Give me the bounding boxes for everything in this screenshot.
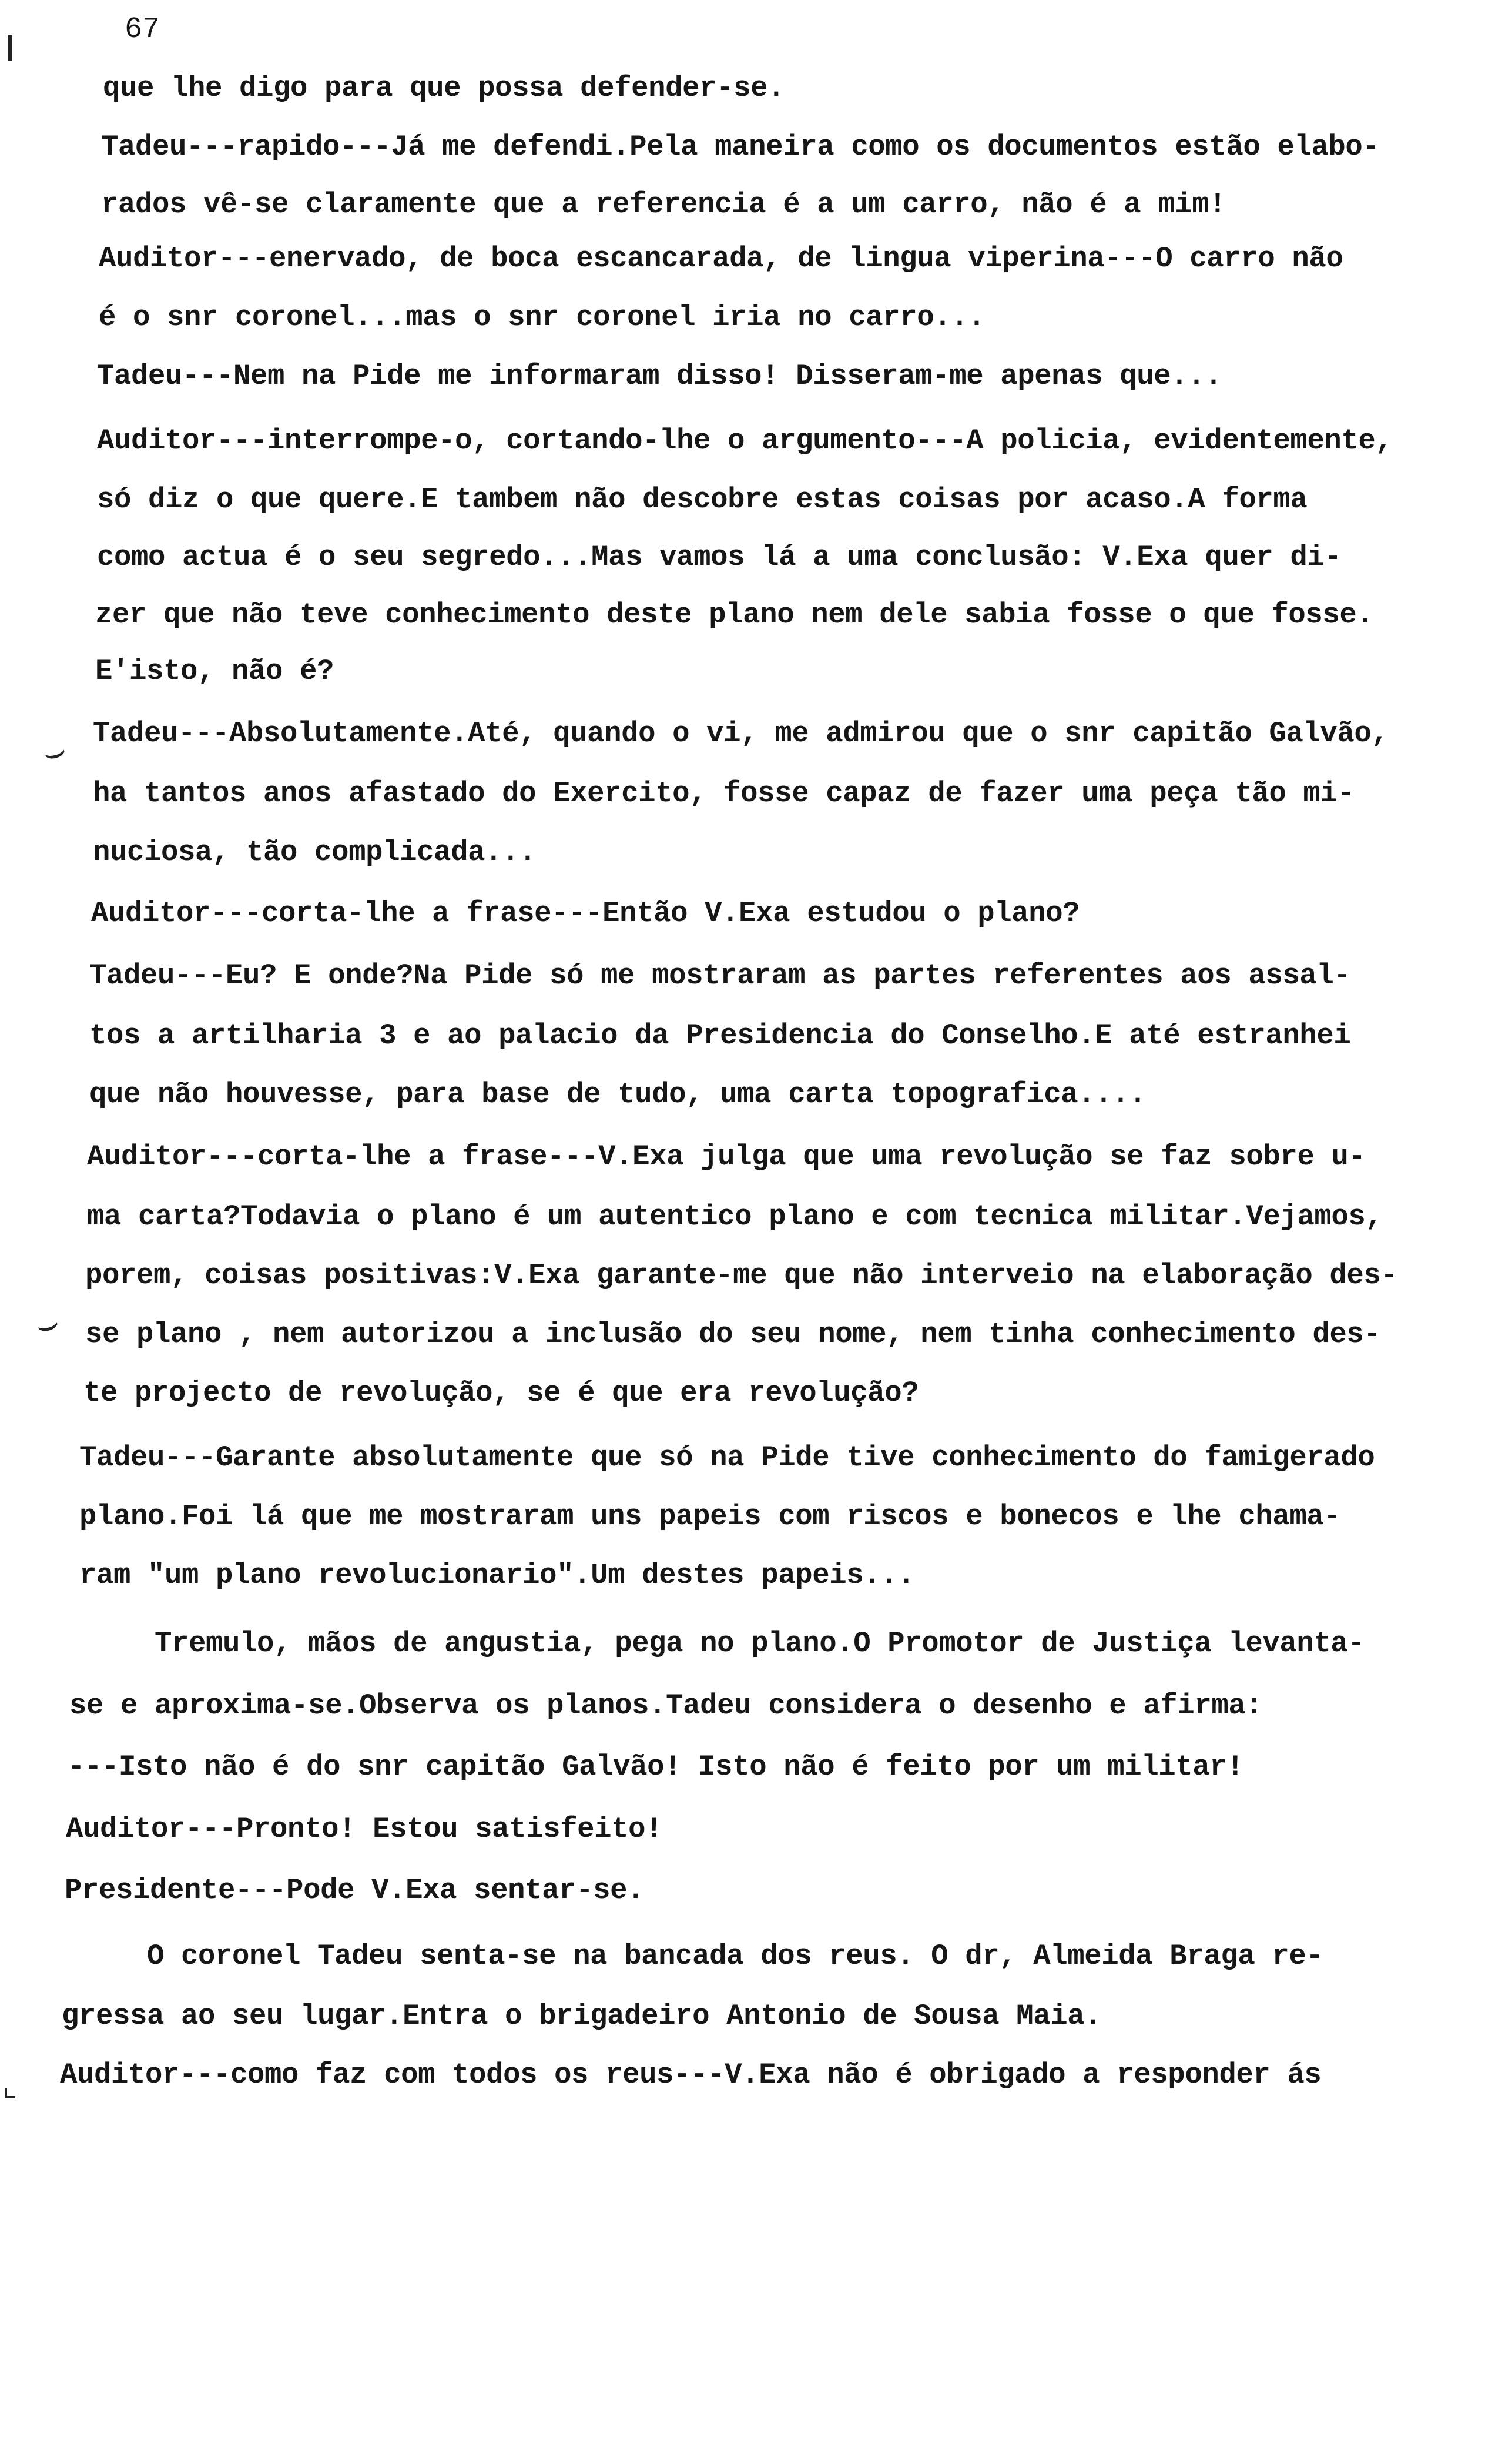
margin-check-mark: ⌣ [32, 1305, 65, 1350]
text-line: Tremulo, mãos de angustia, pega no plano.O Promotor de Justiça levanta- [69, 1627, 1365, 1660]
text-line: Auditor---enervado, de boca escancarada, de lingua viperina---O carro não [99, 242, 1343, 275]
text-line: Auditor---corta-lhe a frase---Então V.Exa estudou o plano? [91, 897, 1080, 930]
text-line: porem, coisas positivas:V.Exa garante-me que não interveio na elaboração des- [85, 1259, 1398, 1292]
text-line: Tadeu---Eu? E onde?Na Pide só me mostraram as partes referentes aos assal- [89, 959, 1351, 992]
text-line: Tadeu---Nem na Pide me informaram disso! Disseram-me apenas que... [97, 360, 1222, 393]
text-line: só diz o que quere.E tambem não descobre estas coisas por acaso.A forma [97, 483, 1308, 516]
text-line: Tadeu---rapido---Já me defendi.Pela maneira como os documentos estão elabo- [101, 130, 1380, 163]
text-line: Auditor---interrompe-o, cortando-lhe o argumento---A policia, evidentemente, [97, 424, 1393, 457]
text-line: te projecto de revolução, se é que era revolução? [83, 1377, 919, 1410]
text-line: zer que não teve conhecimento deste plano nem dele sabia fosse o que fosse. [95, 598, 1374, 631]
text-line: Presidente---Pode V.Exa sentar-se. [65, 1874, 645, 1907]
text-line: tos a artilharia 3 e ao palacio da Presidencia do Conselho.E até estranhei [89, 1019, 1351, 1052]
text-line: ram "um plano revolucionario".Um destes papeis... [79, 1559, 915, 1592]
left-margin-rule [8, 35, 12, 61]
text-line: Tadeu---Garante absolutamente que só na Pide tive conhecimento do famigerado [79, 1441, 1375, 1474]
text-line: O coronel Tadeu senta-se na bancada dos reus. O dr, Almeida Braga re- [62, 1940, 1323, 1973]
text-line: rados vê-se claramente que a referencia é a um carro, não é a mim! [101, 188, 1226, 221]
text-line: se plano , nem autorizou a inclusão do seu nome, nem tinha conhecimento des- [85, 1318, 1381, 1351]
text-line: plano.Foi lá que me mostraram uns papeis com riscos e bonecos e lhe chama- [79, 1500, 1341, 1533]
text-line: é o snr coronel...mas o snr coronel iria no carro... [99, 301, 986, 334]
page-number: 67 [125, 13, 160, 46]
text-line: que não houvesse, para base de tudo, uma carta topografica.... [89, 1078, 1147, 1111]
margin-check-mark: ⌣ [39, 732, 72, 777]
text-line: nuciosa, tão complicada... [93, 836, 537, 869]
text-line: ---Isto não é do snr capitão Galvão! Isto não é feito por um militar! [68, 1750, 1244, 1783]
text-line: Auditor---Pronto! Estou satisfeito! [66, 1813, 663, 1846]
text-line: Tadeu---Absolutamente.Até, quando o vi, me admirou que o snr capitão Galvão, [93, 717, 1389, 750]
text-line: se e aproxima-se.Observa os planos.Tadeu considera o desenho e afirma: [69, 1689, 1263, 1722]
text-line: ma carta?Todavia o plano é um autentico plano e com tecnica militar.Vejamos, [87, 1200, 1383, 1233]
text-line: Auditor---corta-lhe a frase---V.Exa julga que uma revolução se faz sobre u- [87, 1140, 1366, 1173]
text-line: Auditor---como faz com todos os reus---V.Exa não é obrigado a responder ás [60, 2058, 1322, 2091]
text-line: E'isto, não é? [95, 655, 334, 688]
text-line: ha tantos anos afastado do Exercito, fosse capaz de fazer uma peça tão mi- [93, 777, 1355, 810]
text-line: que lhe digo para que possa defender-se. [103, 72, 785, 105]
text-line: gressa ao seu lugar.Entra o brigadeiro Antonio de Sousa Maia. [62, 2000, 1102, 2033]
text-line: como actua é o seu segredo...Mas vamos lá a uma conclusão: V.Exa quer di- [97, 541, 1342, 574]
margin-corner-mark [5, 2088, 15, 2098]
